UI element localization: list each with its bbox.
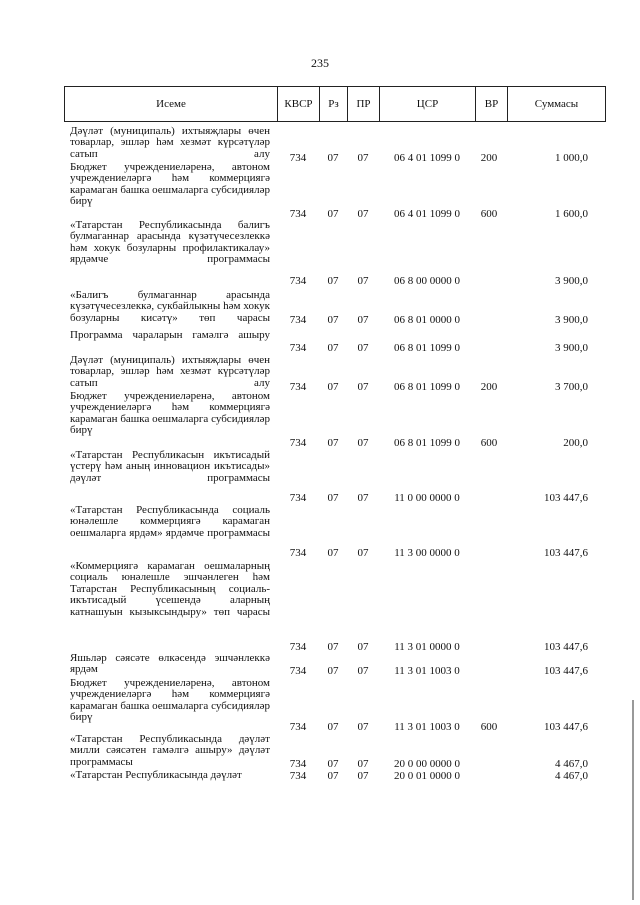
row-rz: 07: [327, 208, 339, 220]
row-name: Яшьләр сәясәте өлкәсендә эшчәнлеккә ярдәм: [70, 652, 270, 676]
row-pr: 07: [357, 492, 369, 504]
row-vr: 200: [480, 152, 498, 164]
row-name: «Татарстан Республикасында дәүләт: [70, 769, 242, 781]
row-name: Бюджет учреждениеләренә, автоном учреждениеләргә һәм коммерциягә карамаган башка оешмаларга субсидияләр бирү: [70, 677, 270, 724]
row-name: «Балигъ булмаганнар арасында күзәтүчесезлеккә, сукбайлыкны һәм хокук бозуларны кисәтү» төп чарасы: [70, 289, 270, 324]
header-csr: ЦСР: [379, 87, 475, 121]
row-rz: 07: [327, 437, 339, 449]
row-name: Дәүләт (муниципаль) ихтыяҗлары өчен товарлар, эшләр һәм хезмәт күрсәтүләр сатып алу: [70, 354, 270, 389]
row-pr: 07: [357, 381, 369, 393]
row-sum: 103 447,6: [544, 665, 588, 677]
row-sum: 200,0: [563, 437, 588, 449]
row-vr: 600: [480, 437, 498, 449]
row-csr: 06 8 01 0000 0: [394, 314, 460, 326]
page-number: 235: [311, 56, 329, 70]
row-sum: 103 447,6: [544, 641, 588, 653]
row-pr: 07: [357, 641, 369, 653]
row-pr: 07: [357, 721, 369, 733]
row-pr: 07: [357, 547, 369, 559]
header-name: Исеме: [156, 98, 186, 110]
row-csr: 11 3 01 1003 0: [394, 721, 460, 733]
row-rz: 07: [327, 641, 339, 653]
header-vr: ВР: [475, 87, 507, 121]
row-name: Бюджет учреждениеләренә, автоном учреждениеләргә һәм коммерциягә карамаган башка оешмаларга субсидияләр бирү: [70, 390, 270, 437]
row-kvsr: 734: [289, 342, 307, 354]
row-kvsr: 734: [289, 314, 307, 326]
row-pr: 07: [357, 770, 369, 782]
row-kvsr: 734: [289, 665, 307, 677]
header-sum: Суммасы: [507, 87, 605, 121]
row-sum: 4 467,0: [555, 758, 588, 770]
row-vr: 600: [480, 721, 498, 733]
row-csr: 11 3 01 0000 0: [394, 641, 460, 653]
row-csr: 20 0 01 0000 0: [394, 770, 460, 782]
row-csr: 11 3 01 1003 0: [394, 665, 460, 677]
row-kvsr: 734: [289, 641, 307, 653]
row-pr: 07: [357, 208, 369, 220]
header-pr: ПР: [347, 87, 379, 121]
row-rz: 07: [327, 381, 339, 393]
row-csr: 06 8 01 1099 0: [394, 437, 460, 449]
row-kvsr: 734: [289, 492, 307, 504]
table-header: [64, 86, 606, 122]
row-sum: 4 467,0: [555, 770, 588, 782]
header-rz: Рз: [319, 87, 347, 121]
row-pr: 07: [357, 314, 369, 326]
row-kvsr: 734: [289, 758, 307, 770]
row-kvsr: 734: [289, 208, 307, 220]
row-csr: 06 4 01 1099 0: [394, 152, 460, 164]
row-name: «Татарстан Республикасында социаль юнәлешле коммерциягә карамаган оешмаларга ярдәм» ярдәмче программасы: [70, 504, 270, 539]
row-rz: 07: [327, 770, 339, 782]
row-name: «Татарстан Республикасында балигъ булмаганнар арасында күзәтүчесезлеккә һәм хокук бозуларны профилактикалау» ярдәмче программасы: [70, 219, 270, 266]
row-kvsr: 734: [289, 275, 307, 287]
row-csr: 20 0 00 0000 0: [394, 758, 460, 770]
row-pr: 07: [357, 275, 369, 287]
row-csr: 11 3 00 0000 0: [394, 547, 460, 559]
row-kvsr: 734: [289, 437, 307, 449]
row-sum: 3 900,0: [555, 342, 588, 354]
row-name: «Татарстан Республикасында дәүләт милли сәясәтен гамәлгә ашыру» дәүләт программасы: [70, 733, 270, 768]
row-kvsr: 734: [289, 547, 307, 559]
row-csr: 06 4 01 1099 0: [394, 208, 460, 220]
row-kvsr: 734: [289, 721, 307, 733]
row-pr: 07: [357, 437, 369, 449]
row-csr: 06 8 01 1099 0: [394, 342, 460, 354]
row-kvsr: 734: [289, 152, 307, 164]
row-sum: 3 900,0: [555, 314, 588, 326]
row-rz: 07: [327, 314, 339, 326]
scan-edge-mark: [632, 700, 634, 900]
row-csr: 06 8 01 1099 0: [394, 381, 460, 393]
row-csr: 06 8 00 0000 0: [394, 275, 460, 287]
row-name: «Татарстан Республикасын икътисадый үстерү һәм аның инновацион икътисады» дәүләт программасы: [70, 449, 270, 484]
row-csr: 11 0 00 0000 0: [394, 492, 460, 504]
row-sum: 103 447,6: [544, 547, 588, 559]
row-rz: 07: [327, 275, 339, 287]
row-name: Бюджет учреждениеләренә, автоном учреждениеләргә һәм коммерциягә карамаган башка оешмаларга субсидияләр бирү: [70, 161, 270, 208]
row-rz: 07: [327, 665, 339, 677]
row-rz: 07: [327, 492, 339, 504]
row-sum: 103 447,6: [544, 492, 588, 504]
header-kvsr: КВСР: [277, 87, 319, 121]
row-vr: 200: [480, 381, 498, 393]
row-sum: 103 447,6: [544, 721, 588, 733]
row-rz: 07: [327, 721, 339, 733]
row-vr: 600: [480, 208, 498, 220]
row-name: «Коммерциягә карамаган оешмаларның социаль юнәлешле эшчәнлеген һәм Татарстан Республикасының социаль-икътисадый үсешендә аларның катнашуын кызыксындыру» төп чарасы: [70, 560, 270, 618]
row-pr: 07: [357, 665, 369, 677]
row-pr: 07: [357, 152, 369, 164]
row-sum: 3 900,0: [555, 275, 588, 287]
row-rz: 07: [327, 342, 339, 354]
row-pr: 07: [357, 758, 369, 770]
row-pr: 07: [357, 342, 369, 354]
row-name: Дәүләт (муниципаль) ихтыяҗлары өчен товарлар, эшләр һәм хезмәт күрсәтүләр сатып алу: [70, 125, 270, 160]
row-rz: 07: [327, 758, 339, 770]
row-kvsr: 734: [289, 770, 307, 782]
row-rz: 07: [327, 152, 339, 164]
row-kvsr: 734: [289, 381, 307, 393]
row-rz: 07: [327, 547, 339, 559]
row-name: Программа чараларын гамәлгә ашыру: [70, 329, 270, 341]
row-sum: 1 600,0: [555, 208, 588, 220]
row-sum: 1 000,0: [555, 152, 588, 164]
row-sum: 3 700,0: [555, 381, 588, 393]
